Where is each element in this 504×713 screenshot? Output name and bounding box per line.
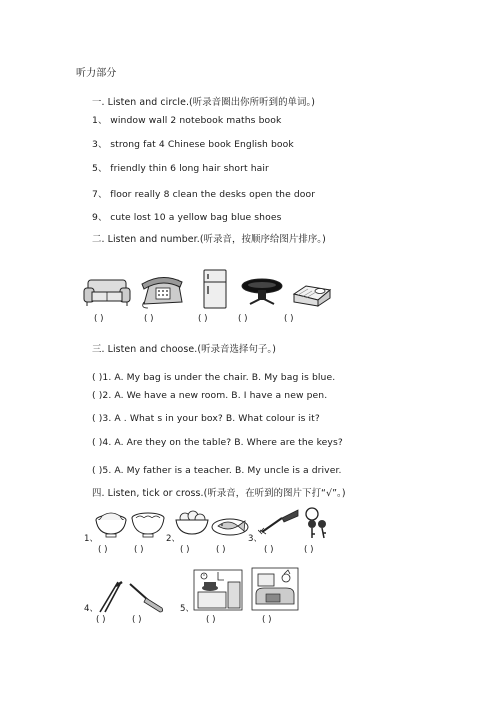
sofa-icon xyxy=(82,276,132,308)
section1-item: 1、 window wall 2 notebook maths book xyxy=(92,115,282,126)
noodle-bowl-icon xyxy=(130,510,166,538)
table-icon xyxy=(240,276,284,308)
section3-item: ( )2. A. We have a new room. B. I have a new pen. xyxy=(92,390,328,401)
answer-paren[interactable]: ( ) xyxy=(180,545,190,555)
answer-paren[interactable]: ( ) xyxy=(96,615,106,625)
picture-number: 2、 xyxy=(166,534,181,544)
section3-heading: 三. Listen and choose.(听录音选择句子。) xyxy=(92,344,276,355)
picture-number: 1、 xyxy=(84,534,99,544)
answer-paren[interactable]: ( ) xyxy=(132,615,142,625)
section3-item: ( )5. A. My father is a teacher. B. My uncle is a driver. xyxy=(92,465,342,476)
picture-number: 4、 xyxy=(84,604,99,614)
answer-paren[interactable]: ( ) xyxy=(198,314,208,324)
answer-paren[interactable]: ( ) xyxy=(284,314,294,324)
answer-paren[interactable]: ( ) xyxy=(238,314,248,324)
fridge-icon xyxy=(200,268,230,310)
section1-item: 3、 strong fat 4 Chinese book English book xyxy=(92,139,294,150)
fork-icon xyxy=(258,508,300,536)
row2-parens xyxy=(0,615,504,627)
living-room-icon xyxy=(250,566,300,612)
picture-number: 5、 xyxy=(180,604,195,614)
answer-paren[interactable]: ( ) xyxy=(262,615,272,625)
section1-heading: 一. Listen and circle.(听录音圈出你所听到的单词。) xyxy=(92,97,316,108)
section1-item: 9、 cute lost 10 a yellow bag blue shoes xyxy=(92,212,282,223)
bread-bowl-icon xyxy=(174,510,210,538)
section1-item: 5、 friendly thin 6 long hair short hair xyxy=(92,163,269,174)
fish-plate-icon xyxy=(210,512,250,538)
answer-paren[interactable]: ( ) xyxy=(98,545,108,555)
answer-paren[interactable]: ( ) xyxy=(304,545,314,555)
answer-paren[interactable]: ( ) xyxy=(264,545,274,555)
section3-item: ( )3. A . What s in your box? B. What colour is it? xyxy=(92,413,320,424)
phone-icon xyxy=(138,274,186,310)
rice-bowl-icon xyxy=(94,510,128,538)
section1-item: 7、 floor really 8 clean the desks open the door xyxy=(92,189,316,200)
answer-paren[interactable]: ( ) xyxy=(216,545,226,555)
answer-paren[interactable]: ( ) xyxy=(94,314,104,324)
section2-heading: 二. Listen and number.(听录音，按顺序给图片排序。) xyxy=(92,234,326,245)
section2-parens xyxy=(0,314,504,326)
section3-item: ( )1. A. My bag is under the chair. B. My bag is blue. xyxy=(92,372,336,383)
answer-paren[interactable]: ( ) xyxy=(134,545,144,555)
keys-icon xyxy=(302,506,332,540)
chopsticks-icon xyxy=(96,580,128,614)
bed-icon xyxy=(290,280,332,308)
answer-paren[interactable]: ( ) xyxy=(206,615,216,625)
section4-heading: 四. Listen, tick or cross.(听录音，在听到的图片下打“√”。) xyxy=(92,488,346,499)
section3-item: ( )4. A. Are they on the table? B. Where are the keys? xyxy=(92,437,343,448)
row1-parens xyxy=(0,545,504,557)
kitchen-icon xyxy=(192,568,244,612)
answer-paren[interactable]: ( ) xyxy=(144,314,154,324)
knife-icon xyxy=(126,580,166,614)
page-title: 听力部分 xyxy=(76,68,117,79)
picture-number: 3、 xyxy=(248,534,263,544)
